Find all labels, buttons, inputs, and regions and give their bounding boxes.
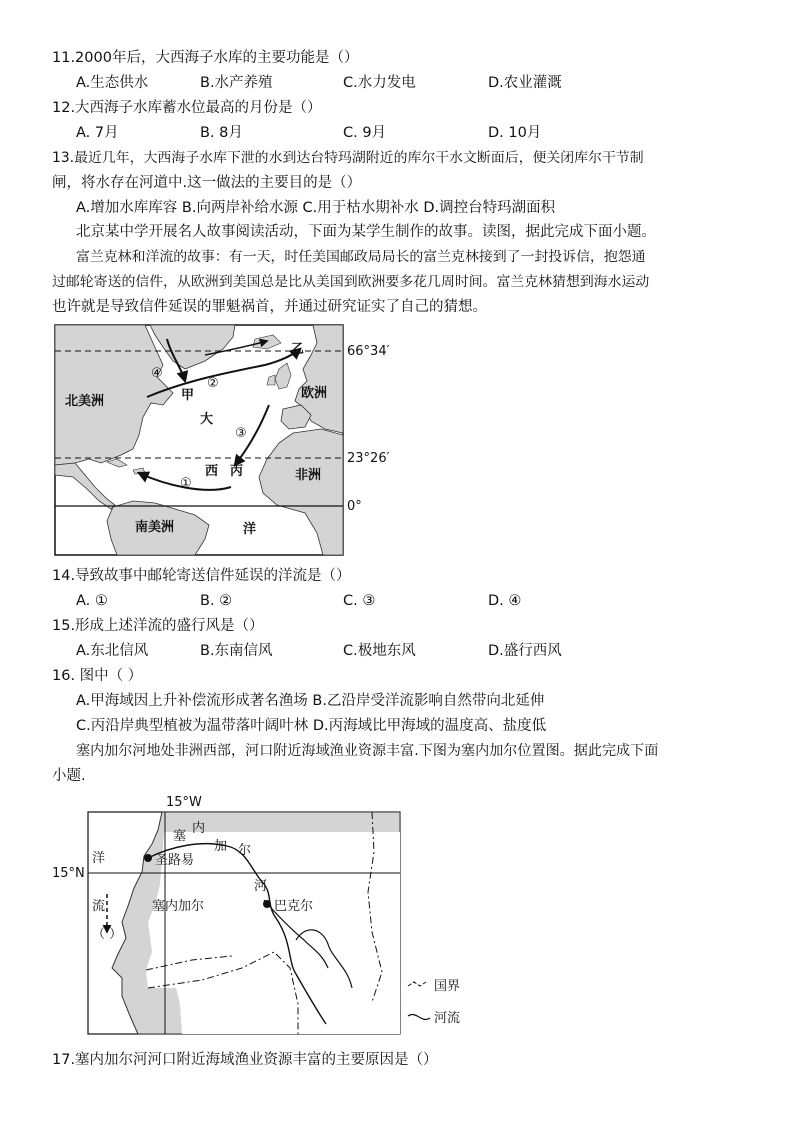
q15-option-a: A.东北信风 bbox=[76, 643, 149, 659]
q12-stem: 12.大西海子水库蓄水位最高的月份是（） bbox=[52, 100, 322, 116]
q11-option-c: C.水力发电 bbox=[343, 75, 416, 91]
africa-label: 非洲 bbox=[295, 468, 322, 483]
q13-options: A.增加水库库容 B.向两岸补给水源 C.用于枯水期补水 D.调控台特玛湖面积 bbox=[76, 200, 556, 216]
q12-option-d: D. 10月 bbox=[488, 125, 542, 141]
q16-options-ab: A.甲海域因上升补偿流形成著名渔场 B.乙沿岸受洋流影响自然带向北延伸 bbox=[76, 693, 545, 709]
river-char-4: 尔 bbox=[238, 843, 252, 858]
q14-option-a: A. ① bbox=[76, 593, 108, 609]
senegal-map bbox=[52, 792, 482, 1042]
q14-option-b: B. ② bbox=[200, 593, 233, 609]
q13-stem-line1: 13.最近几年，大西海子水库下泄的水到达台特玛湖附近的库尔干水文断面后，便关闭库尔干节制 bbox=[52, 150, 644, 166]
ocean-yang-label: 洋 bbox=[92, 851, 106, 866]
q15-option-c: C.极地东风 bbox=[343, 643, 416, 659]
intro2-line2: 小题. bbox=[52, 768, 86, 784]
country-label: 塞内加尔 bbox=[152, 899, 205, 914]
q11-stem: 11.2000年后，大西海子水库的主要功能是（） bbox=[52, 50, 359, 66]
current-3-label: ③ bbox=[235, 426, 247, 441]
lat-tropic-label: 23°26′ bbox=[347, 451, 390, 466]
label-bing: 丙 bbox=[230, 464, 244, 479]
q12-option-c: C. 9月 bbox=[343, 125, 387, 141]
q12-option-b: B. 8月 bbox=[200, 125, 243, 141]
legend-border-symbol bbox=[408, 982, 426, 986]
q15-stem: 15.形成上述洋流的盛行风是（） bbox=[52, 618, 264, 634]
ocean-label-xi: 西 bbox=[205, 464, 219, 479]
river-char-3: 加 bbox=[214, 839, 228, 854]
q13-stem-line2: 闸，将水存在河道中.这一做法的主要目的是（） bbox=[52, 175, 362, 191]
bakel-dot bbox=[263, 900, 271, 908]
ocean-label-da: 大 bbox=[200, 412, 214, 427]
bakel-label: 巴克尔 bbox=[274, 899, 314, 914]
q16-stem: 16. 图中（ ） bbox=[52, 668, 143, 684]
q17-stem: 17.塞内加尔河河口附近海域渔业资源丰富的主要原因是（） bbox=[52, 1052, 438, 1068]
label-yi: 乙 bbox=[291, 342, 305, 357]
saint-louis-label: 圣路易 bbox=[155, 853, 195, 868]
lat-equator-label: 0° bbox=[347, 499, 362, 514]
current-2-label: ② bbox=[207, 376, 219, 391]
legend-river-label: 河流 bbox=[434, 1011, 461, 1026]
legend-river-symbol bbox=[408, 1014, 430, 1019]
ocean-label-yang: 洋 bbox=[243, 522, 257, 537]
q14-stem: 14.导致故事中邮轮寄送信件延误的洋流是（） bbox=[52, 568, 351, 584]
intro1-line1: 北京某中学开展名人故事阅读活动，下面为某学生制作的故事。读图，据此完成下面小题。 bbox=[76, 224, 656, 240]
saint-louis-dot bbox=[144, 854, 152, 862]
q11-option-a: A.生态供水 bbox=[76, 75, 149, 91]
atlantic-current-map bbox=[55, 325, 390, 557]
europe-label: 欧洲 bbox=[301, 386, 328, 401]
current-4-label: ④ bbox=[151, 366, 163, 381]
intro1-line3: 过邮轮寄送的信件，从欧洲到美国总是比从美国到欧洲要多花几周时间。富兰克林猜想到海水运动 bbox=[52, 274, 650, 290]
q14-option-c: C. ③ bbox=[343, 593, 376, 609]
intro1-line2: 富兰克林和洋流的故事：有一天，时任美国邮政局局长的富兰克林接到了一封投诉信，抱怨通 bbox=[76, 249, 646, 265]
current-liu-label: 流 bbox=[92, 899, 106, 914]
q15-option-b: B.东南信风 bbox=[200, 643, 273, 659]
q12-option-a: A. 7月 bbox=[76, 125, 119, 141]
label-jia: 甲 bbox=[181, 388, 195, 403]
current-1-label: ① bbox=[180, 476, 192, 491]
river-char-5: 河 bbox=[254, 879, 268, 894]
south-america-label: 南美洲 bbox=[135, 520, 175, 535]
q16-options-cd: C.丙沿岸典型植被为温带落叶阔叶林 D.丙海域比甲海域的温度高、盐度低 bbox=[76, 718, 547, 734]
q11-option-d: D.农业灌溉 bbox=[488, 75, 562, 91]
river-char-1: 塞 bbox=[173, 829, 187, 844]
lat-label: 15°N bbox=[52, 866, 85, 881]
intro1-line4: 也许就是导致信件延误的罪魁祸首，并通过研究证实了自己的猜想。 bbox=[52, 299, 487, 315]
legend-border-label: 国界 bbox=[434, 979, 461, 994]
intro2-line1: 塞内加尔河地处非洲西部，河口附近海域渔业资源丰富.下图为塞内加尔位置图。据此完成下面 bbox=[76, 743, 659, 759]
lat-arctic-label: 66°34′ bbox=[347, 344, 390, 359]
q15-option-d: D.盛行西风 bbox=[488, 643, 562, 659]
north-america-label: 北美洲 bbox=[65, 394, 105, 409]
lon-label: 15°W bbox=[166, 795, 202, 810]
q14-option-d: D. ④ bbox=[488, 593, 522, 609]
q11-option-b: B.水产养殖 bbox=[200, 75, 273, 91]
river-char-2: 内 bbox=[192, 821, 206, 836]
current-blank: （ ） bbox=[92, 927, 123, 942]
